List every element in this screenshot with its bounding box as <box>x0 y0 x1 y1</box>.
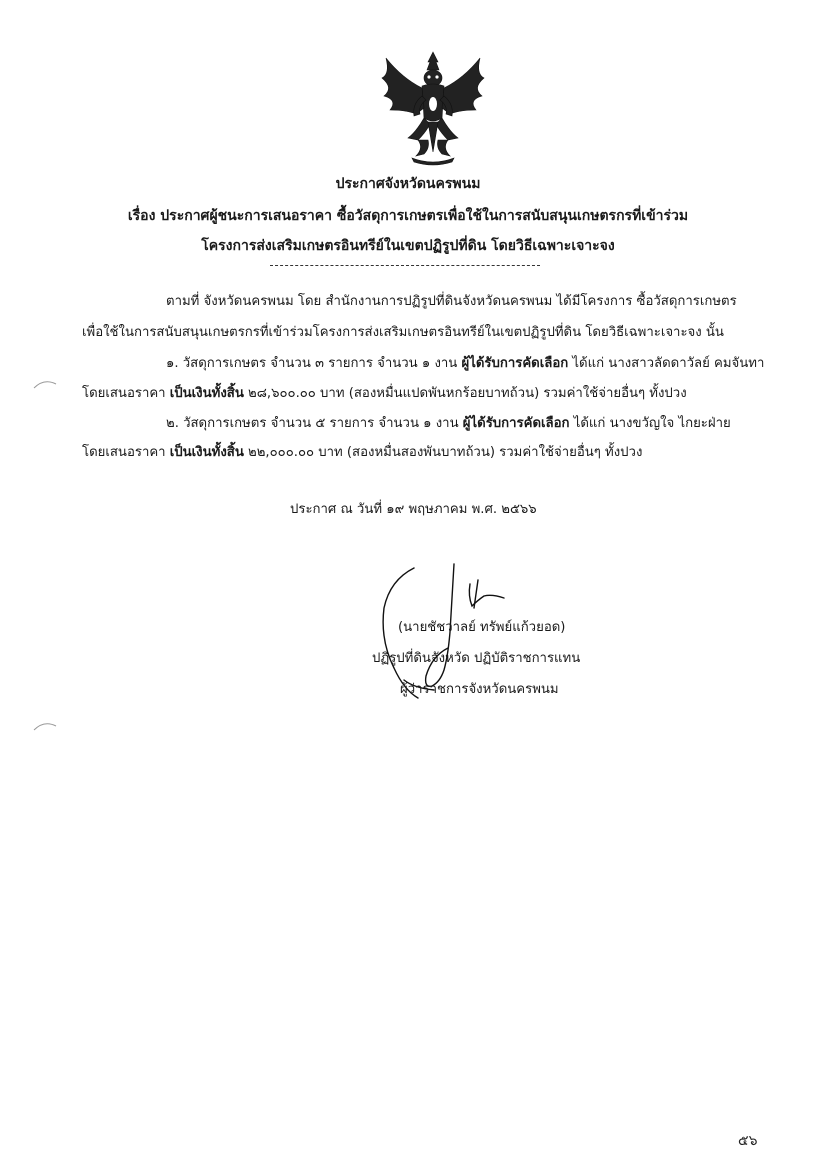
item-1-line-2 <box>82 385 687 403</box>
item-1-text-a: ๑. วัสดุการเกษตร จำนวน ๓ รายการ จำนวน ๑ งาน <box>166 356 462 371</box>
page-number: ๕๖ <box>738 1133 758 1149</box>
item-1-text-b: ได้แก่ นางสาวลัดดาวัลย์ คมจันทา <box>568 356 765 371</box>
item-2-text-a: ๒. วัสดุการเกษตร จำนวน ๕ รายการ จำนวน ๑ งาน <box>166 416 463 431</box>
item-2-line-1 <box>166 415 731 433</box>
item-1-line-2-a: โดยเสนอราคา <box>82 386 170 401</box>
item-1-line-2-b: ๒๘,๖๐๐.๐๐ บาท (สองหมื่นแปดพันหกร้อยบาทถ้วน) รวมค่าใช้จ่ายอื่นๆ ทั้งปวง <box>243 386 687 401</box>
announcement-title: ประกาศจังหวัดนครพนม <box>335 176 481 192</box>
item-2-line-2 <box>82 444 642 462</box>
punch-hole-mark-lower <box>30 718 60 732</box>
item-1-line-2-bold: เป็นเงินทั้งสิ้น <box>169 386 244 401</box>
item-1-line-1 <box>166 355 764 373</box>
item-2-line-2-a: โดยเสนอราคา <box>82 445 170 460</box>
garuda-emblem <box>372 48 494 168</box>
item-2-text-b: ได้แก่ นางขวัญใจ ไกยะฝ่าย <box>569 416 731 431</box>
punch-hole-mark-upper <box>30 376 60 390</box>
signer-name: (นายชัชวาลย์ ทรัพย์แก้วยอด) <box>398 620 566 635</box>
header-separator <box>270 265 540 266</box>
announcement-date: ประกาศ ณ วันที่ ๑๙ พฤษภาคม พ.ศ. ๒๕๖๖ <box>290 502 537 517</box>
item-2-line-2-b: ๒๒,๐๐๐.๐๐ บาท (สองหมื่นสองพันบาทถ้วน) รวมค่าใช้จ่ายอื่นๆ ทั้งปวง <box>243 445 643 460</box>
subject-line-2: โครงการส่งเสริมเกษตรอินทรีย์ในเขตปฏิรูปที่ดิน โดยวิธีเฉพาะเจาะจง <box>201 238 615 254</box>
item-2-line-2-bold: เป็นเงินทั้งสิ้น <box>169 445 244 460</box>
intro-line-2: เพื่อใช้ในการสนับสนุนเกษตรกรที่เข้าร่วมโครงการส่งเสริมเกษตรอินทรีย์ในเขตปฏิรูปที่ดิน โดยวิธีเฉพาะเจาะจง นั้น <box>82 325 724 340</box>
signer-title-1: ปฏิรูปที่ดินจังหวัด ปฏิบัติราชการแทน <box>372 651 581 666</box>
item-2-text-bold: ผู้ได้รับการคัดเลือก <box>462 416 570 431</box>
signer-title-2: ผู้ว่าราชการจังหวัดนครพนม <box>400 682 559 697</box>
intro-line-1: ตามที่ จังหวัดนครพนม โดย สำนักงานการปฏิรูปที่ดินจังหวัดนครพนม ได้มีโครงการ ซื้อวัสดุการเกษตร <box>166 294 737 309</box>
subject-line-1: เรื่อง ประกาศผู้ชนะการเสนอราคา ซื้อวัสดุการเกษตรเพื่อใช้ในการสนับสนุนเกษตรกรที่เข้าร่วม <box>127 208 689 224</box>
item-1-text-bold: ผู้ได้รับการคัดเลือก <box>461 356 569 371</box>
